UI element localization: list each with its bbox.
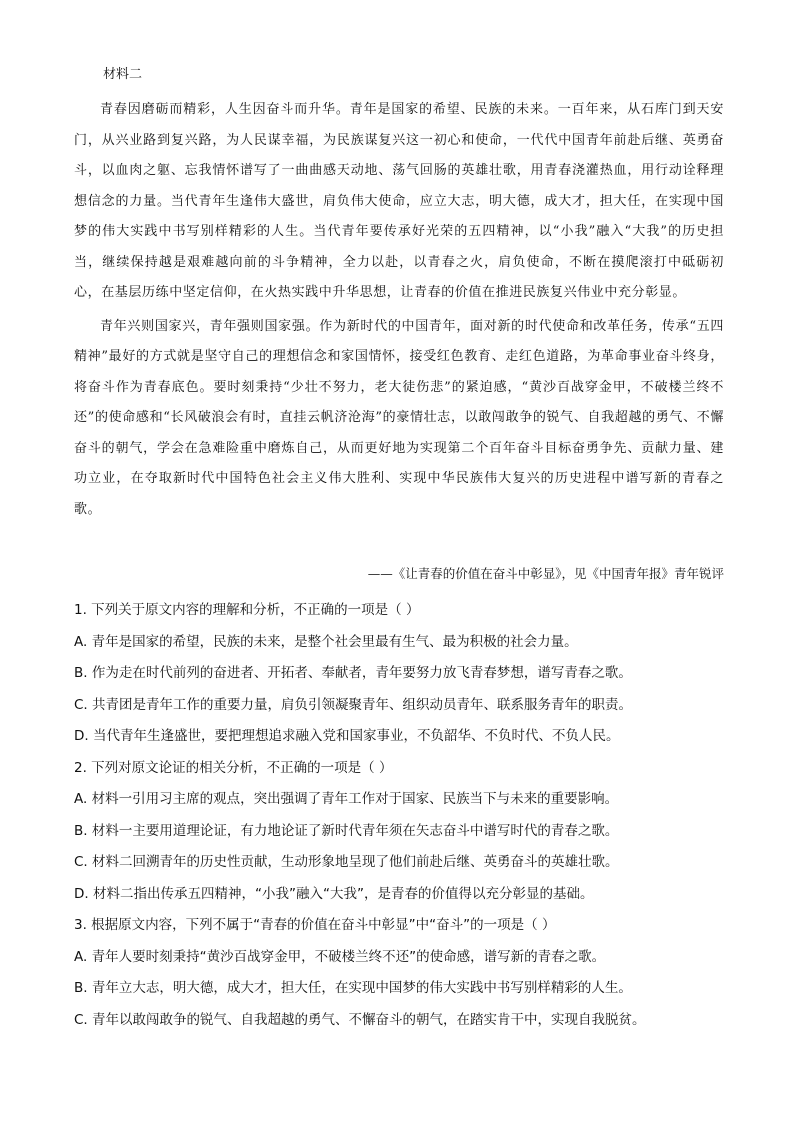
option-a: A. 材料一引用习主席的观点，突出强调了青年工作对于国家、民族当下与未来的重要影响。 xyxy=(74,791,619,807)
passage-paragraph: 青年兴则国家兴，青年强则国家强。作为新时代的中国青年，面对新的时代使命和改革任务，传承“五四精神”最好的方式就是坚守自己的理想信念和家国情怀，接受红色教育、走红色道路，为革命事业奋斗终身，将奋斗作为青春底色。要时刻秉持“少壮不努力，老大徒伤悲”的紧迫感，“黄沙百战穿金甲，不破楼兰终不还”的使命感和“长风破浪会有时，直挂云帆济沧海”的豪情壮志，以敢闯敢争的锐气、自我超越的勇气、不懈奋斗的朝气，学会在急难险重中磨炼自己，从而更好地为实现第二个百年奋斗目标奋勇争先、贡献力量、建功立业，在夺取新时代中国特色社会主义伟大胜利、实现中华民族伟大复兴的历史进程中谱写新的青春之歌。 xyxy=(74,318,724,517)
option-b: B. 作为走在时代前列的奋进者、开拓者、奉献者，青年要努力放飞青春梦想，谱写青春之歌。 xyxy=(74,665,632,681)
question-stem: 2. 下列对原文论证的相关分析，不正确的一项是（ ） xyxy=(74,759,393,776)
option-c: C. 材料二回溯青年的历史性贡献，生动形象地呈现了他们前赴后继、英勇奋斗的英雄壮歌。 xyxy=(74,854,619,870)
passage xyxy=(74,95,724,528)
option-d: D. 当代青年生逢盛世，要把理想追求融入党和国家事业，不负韶华、不负时代、不负人民。 xyxy=(74,728,620,744)
option-a: A. 青年是国家的希望，民族的未来，是整个社会里最有生气、最为积极的社会力量。 xyxy=(74,633,578,650)
source-citation: ——《让青春的价值在奋斗中彰显》，见《中国青年报》青年锐评 xyxy=(367,566,724,581)
question-list xyxy=(74,595,734,1036)
section-label: 材料二 xyxy=(103,67,143,82)
option-b: B. 青年立大志，明大德，成大才，担大任，在实现中国梦的伟大实践中书写别样精彩的人生。 xyxy=(74,980,632,996)
option-a: A. 青年人要时刻秉持“黄沙百战穿金甲，不破楼兰终不还”的使命感，谱写新的青春之歌。 xyxy=(74,948,606,965)
option-c: C. 共青团是青年工作的重要力量，肩负引领凝聚青年、组织动员青年、联系服务青年的职责。 xyxy=(74,696,633,713)
passage-paragraph: 青春因磨砺而精彩，人生因奋斗而升华。青年是国家的希望、民族的未来。一百年来，从石库门到天安门，从兴业路到复兴路，为人民谋幸福，为民族谋复兴这一初心和使命，一代代中国青年前赴后继、英勇奋斗，以血肉之躯、忘我情怀谱写了一曲曲感天动地、荡气回肠的英雄壮歌，用青春浇灌热血，用行动诠释理想信念的力量。当代青年生逢伟大盛世，肩负伟大使命，应立大志，明大德，成大才，担大任，在实现中国梦的伟大实践中书写别样精彩的人生。当代青年要传承好光荣的五四精神，以“小我”融入“大我”的历史担当，继续保持越是艰难越向前的斗争精神，全力以赴，以青春之火，肩负使命，不断在摸爬滚打中砥砺初心，在基层历练中坚定信仰，在火热实践中升华思想，让青春的价值在推进民族复兴伟业中充分彰显。 xyxy=(74,102,724,300)
option-b: B. 材料一主要用道理论证，有力地论证了新时代青年须在矢志奋斗中谱写时代的青春之歌。 xyxy=(74,822,619,839)
question-stem: 3. 根据原文内容，下列不属于“青春的价值在奋斗中彰显”中“奋斗”的一项是（ ） xyxy=(74,917,556,933)
option-c: C. 青年以敢闯敢争的锐气、自我超越的勇气、不懈奋斗的朝气，在踏实肯干中，实现自我脱贫。 xyxy=(74,1011,646,1028)
option-d: D. 材料二指出传承五四精神，“小我”融入“大我”，是青春的价值得以充分彰显的基础。 xyxy=(74,885,594,902)
question-stem: 1. 下列关于原文内容的理解和分析，不正确的一项是（ ） xyxy=(74,602,420,618)
